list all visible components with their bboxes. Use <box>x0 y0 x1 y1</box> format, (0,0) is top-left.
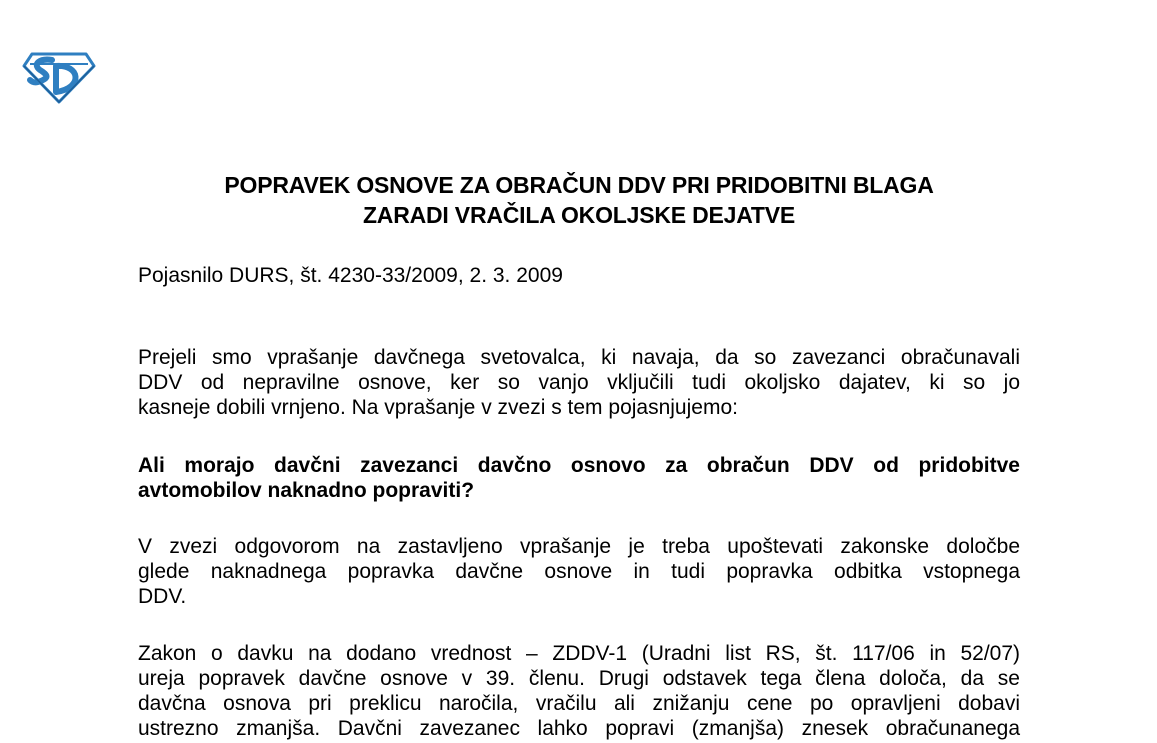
paragraph-line: davčna osnova pri preklicu naročila, vračilu ali znižanju cene po opravljeni dobavi <box>138 692 1020 715</box>
paragraph-line: kasneje dobili vrnjeno. Na vprašanje v zvezi s tem pojasnjujemo: <box>138 396 738 419</box>
paragraph-intro <box>138 345 1020 420</box>
paragraph-line: DDV od nepravilne osnove, ker so vanjo vključili tudi okoljsko dajatev, ki so jo <box>138 371 1020 394</box>
reference-line: Pojasnilo DURS, št. 4230-33/2009, 2. 3. 2009 <box>138 264 563 287</box>
paragraph-line: V zvezi odgovorom na zastavljeno vprašanje je treba upoštevati zakonske določbe <box>138 535 1020 558</box>
question-line: avtomobilov naknadno popraviti? <box>138 479 475 502</box>
paragraph-line: Prejeli smo vprašanje davčnega svetovalca, ki navaja, da so zavezanci obračunavali <box>138 346 1020 369</box>
question-paragraph <box>138 453 1020 503</box>
paragraph-law <box>138 641 1020 741</box>
question-line: Ali morajo davčni zavezanci davčno osnovo za obračun DDV od pridobitve <box>138 454 1020 477</box>
sd-shield-logo-icon <box>22 48 96 104</box>
title-line-2: ZARADI VRAČILA OKOLJSKE DEJATVE <box>362 202 796 228</box>
paragraph-answer <box>138 534 1020 609</box>
paragraph-line: ustrezno zmanjša. Davčni zavezanec lahko popravi (zmanjša) znesek obračunanega <box>138 717 1020 740</box>
paragraph-line: ureja popravek davčne osnove v 39. členu. Drugi odstavek tega člena določa, da se <box>138 667 1020 690</box>
paragraph-line: glede naknadnega popravka davčne osnove in tudi popravka odbitka vstopnega <box>138 560 1020 583</box>
paragraph-line: Zakon o davku na dodano vrednost – ZDDV-1 (Uradni list RS, št. 117/06 in 52/07) <box>138 642 1020 665</box>
document-title <box>138 170 1020 230</box>
paragraph-line: DDV. <box>138 585 187 608</box>
title-line-1: POPRAVEK OSNOVE ZA OBRAČUN DDV PRI PRIDOBITNI BLAGA <box>224 172 934 198</box>
